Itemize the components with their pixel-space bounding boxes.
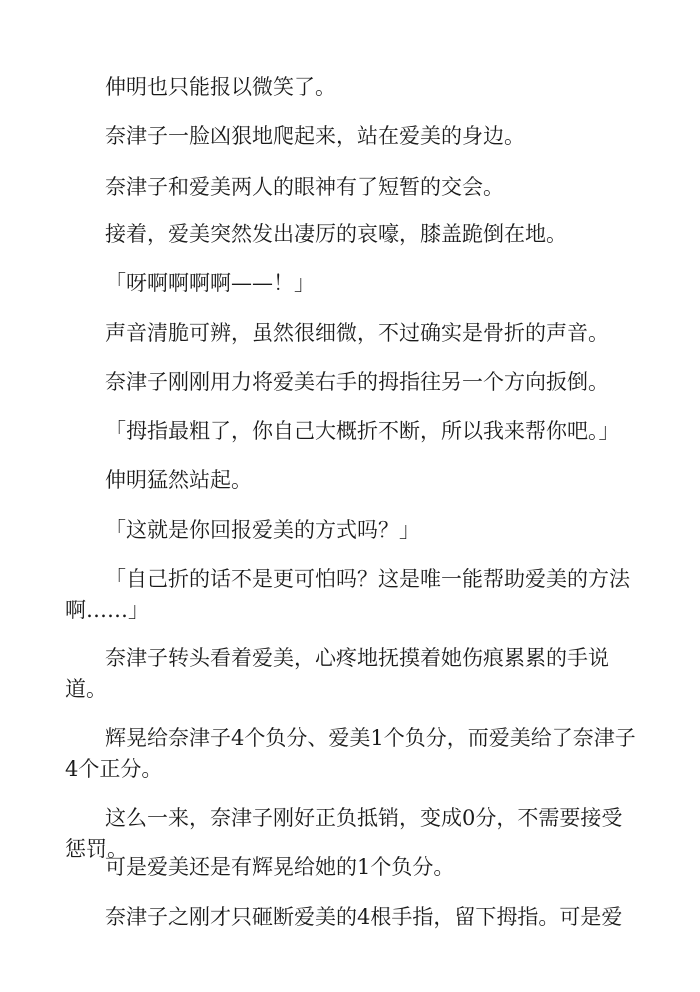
paragraph-8: 「拇指最粗了，你自己大概折不断，所以我来帮你吧。」 — [105, 419, 620, 443]
paragraph-12: 奈津子转头看着爱美，心疼地抚摸着她伤痕累累的手说道。 — [65, 646, 609, 701]
paragraph-5: 「呀啊啊啊啊——！」 — [105, 271, 315, 295]
paragraph-1: 伸明也只能报以微笑了。 — [105, 75, 336, 99]
paragraph-9: 伸明猛然站起。 — [105, 468, 252, 492]
paragraph-6: 声音清脆可辨，虽然很细微，不过确实是骨折的声音。 — [105, 321, 609, 345]
paragraph-16: 奈津子之刚才只砸断爱美的4根手指，留下拇指。可是爱 — [105, 905, 623, 929]
paragraph-7: 奈津子刚刚用力将爱美右手的拇指往另一个方向扳倒。 — [105, 370, 609, 394]
paragraph-2: 奈津子一脸凶狠地爬起来，站在爱美的身边。 — [105, 124, 525, 148]
paragraph-11: 「自己折的话不是更可怕吗？这是唯一能帮助爱美的方法啊……」 — [65, 567, 630, 622]
paragraph-14: 这么一来，奈津子刚好正负抵销，变成0分，不需要接受惩罚。 — [65, 806, 623, 861]
paragraph-15: 可是爱美还是有辉晃给她的1个负分。 — [105, 855, 455, 879]
paragraph-10: 「这就是你回报爱美的方式吗？」 — [105, 518, 420, 542]
paragraph-3: 奈津子和爱美两人的眼神有了短暂的交会。 — [105, 175, 504, 199]
paragraph-4: 接着，爱美突然发出凄厉的哀嚎，膝盖跪倒在地。 — [105, 222, 567, 246]
paragraph-13: 辉晃给奈津子4个负分、爱美1个负分，而爱美给了奈津子4个正分。 — [65, 726, 636, 781]
